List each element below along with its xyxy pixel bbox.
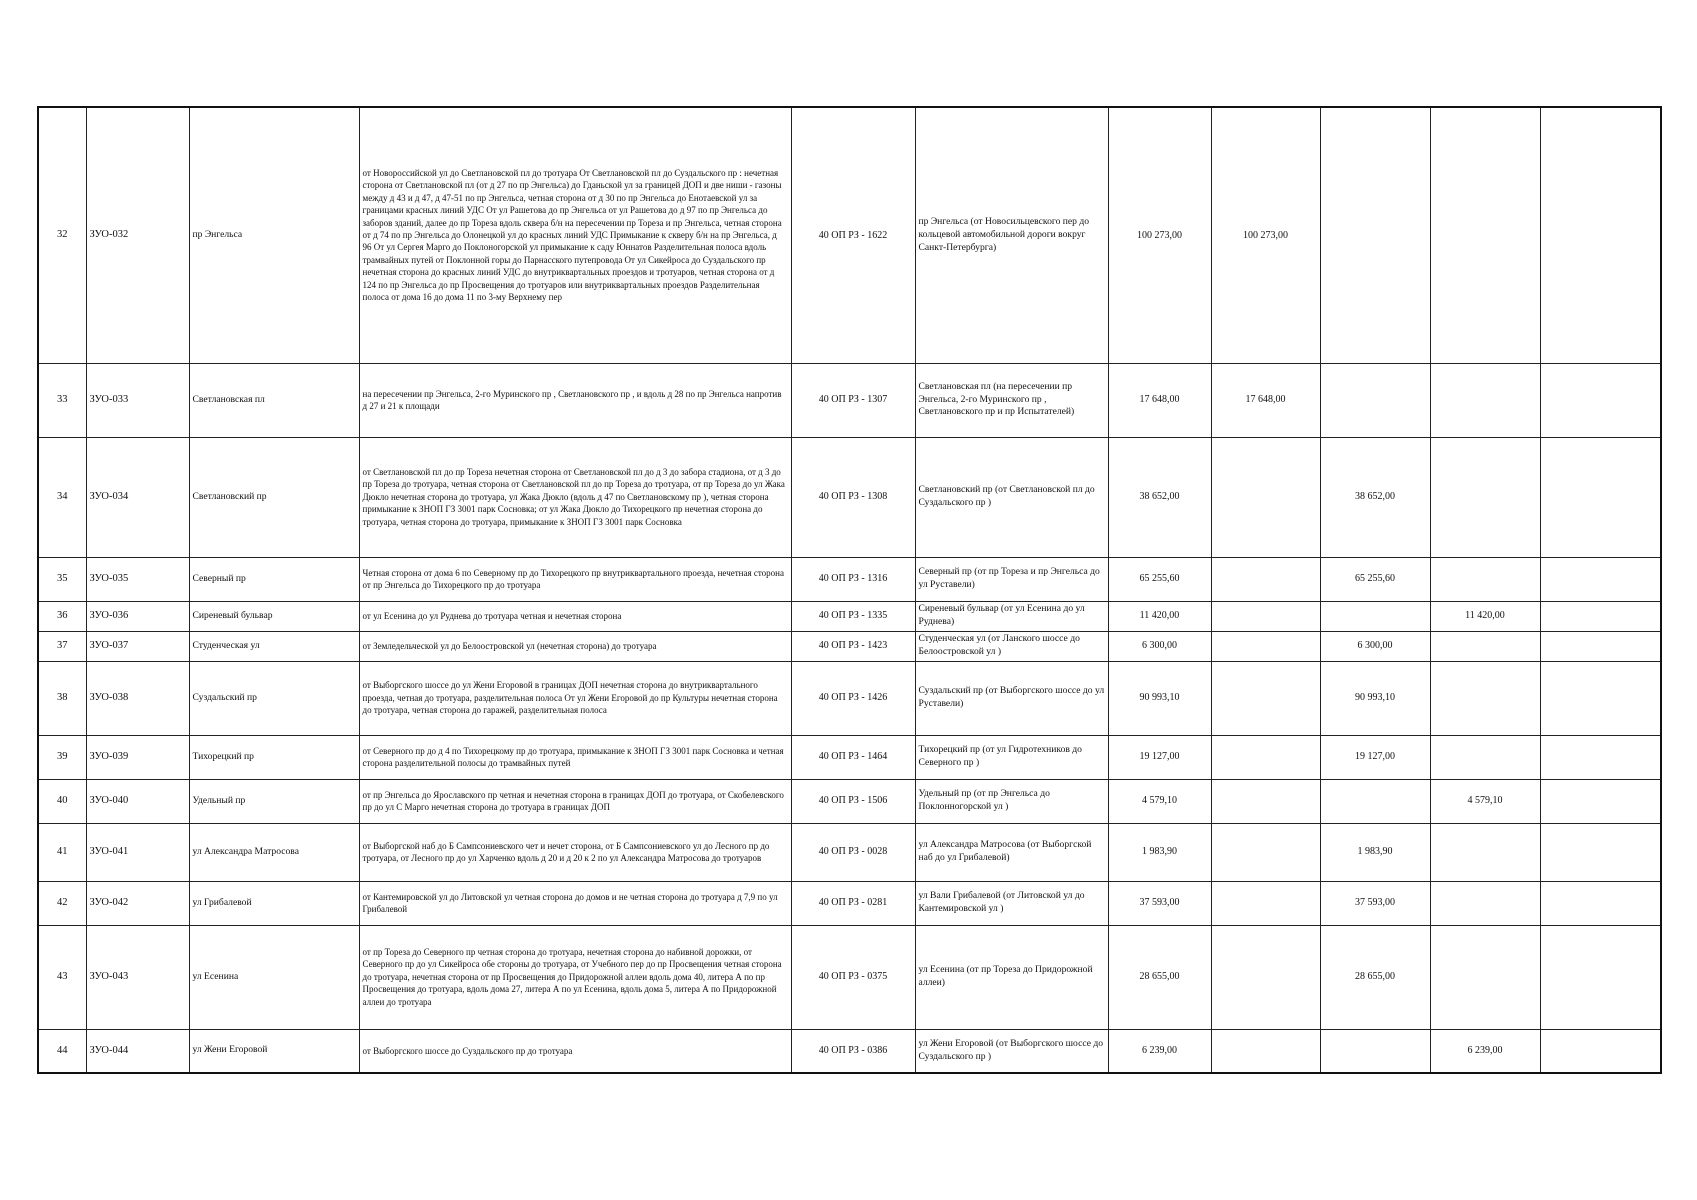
area-col-1-cell [1211, 881, 1320, 925]
row-number-cell: 41 [38, 823, 86, 881]
road-section-cell: Тихорецкий пр (от ул Гидротехников до Северного пр ) [915, 735, 1108, 779]
boundary-description-cell: от Новороссийской ул до Светлановской пл до тротуара От Светлановской пл до Суздальского пр : нечетная сторона от Светлановской пл (от д 27 по пр Энгельса) до Гданьской ул за границей ДОП и две ниши - газоны между д 43 и д 47, д 47-51 по пр Энгельса, четная сторона от д 30 по пр Энгельса до Енотаевской ул за границами красных линий УДС От ул Рашетова до пр Энгельса от ул Рашетова до д 97 по пр Энгельса до заборов зданий, далее до пр Тореза вдоль сквера б/н на пересечении пр Тореза и пр Энгельса, четная сторона от д 74 по пр Энгельса до Олонецкой ул до красных линий УДС Примыкание к скверу б/н на пр Энгельса, д 96 От ул Сергея Марго до Поклоногорской ул примыкание к саду Юннатов Разделительная полоса вдоль трамвайных путей от Поклонной горы до Парнасского путепровода От ул Сикейроса до Суздальского пр нечетная сторона до красных линий УДС до внутриквартальных проездов и тротуаров, четная сторона от д 124 по пр Энгельса до пр Просвещения до тротуаров или внутриквартальных проездов Разделительная полоса от дома 16 до дома 11 по 3-му Верхнему пер [359, 107, 791, 363]
zone-code-cell: ЗУО-036 [86, 601, 189, 631]
street-name-cell: Суздальский пр [189, 661, 359, 735]
area-col-2-cell [1320, 107, 1430, 363]
area-col-1-cell [1211, 1029, 1320, 1073]
table-row [38, 107, 1661, 363]
area-col-2-cell [1320, 601, 1430, 631]
street-name-cell: ул Жени Егоровой [189, 1029, 359, 1073]
area-col-4-cell [1540, 735, 1661, 779]
boundary-description-cell: от пр Тореза до Северного пр четная сторона до тротуара, нечетная сторона до набивной дорожки, от Северного пр до ул Сикейроса обе стороны до тротуара, от Учебного пер до пр Просвещения четная сторона до тротуара, нечетная сторона от пр Просвещения до Придорожной аллеи вдоль дома 40, литера А по пр Просвещения до тротуара, вдоль дома 27, литера А по ул Есенина, вдоль дома 5, литера А по Придорожной аллеи до тротуара [359, 925, 791, 1029]
area-col-1-cell [1211, 925, 1320, 1029]
boundary-description-cell: от ул Есенина до ул Руднева до тротуара четная и нечетная сторона [359, 601, 791, 631]
road-id-cell: 40 ОП РЗ - 0375 [791, 925, 915, 1029]
road-section-cell: Суздальский пр (от Выборгского шоссе до ул Руставели) [915, 661, 1108, 735]
street-name-cell: Светлановский пр [189, 437, 359, 557]
table-body [38, 107, 1661, 1073]
street-name-cell: Удельный пр [189, 779, 359, 823]
area-col-2-cell: 38 652,00 [1320, 437, 1430, 557]
row-number-cell: 33 [38, 363, 86, 437]
area-col-2-cell [1320, 779, 1430, 823]
area-col-3-cell: 4 579,10 [1430, 779, 1540, 823]
area-col-4-cell [1540, 925, 1661, 1029]
road-section-cell: пр Энгельса (от Новосильцевского пер до кольцевой автомобильной дороги вокруг Санкт-Петербурга) [915, 107, 1108, 363]
road-section-cell: ул Есенина (от пр Тореза до Придорожной аллеи) [915, 925, 1108, 1029]
area-col-1-cell [1211, 601, 1320, 631]
area-col-1-cell [1211, 661, 1320, 735]
area-col-3-cell [1430, 437, 1540, 557]
total-area-cell: 28 655,00 [1108, 925, 1211, 1029]
area-col-2-cell: 90 993,10 [1320, 661, 1430, 735]
boundary-description-cell: от Выборгского шоссе до Суздальского пр до тротуара [359, 1029, 791, 1073]
boundary-description-cell: от Выборгского шоссе до ул Жени Егоровой в границах ДОП нечетная сторона до внутриквартального проезда, четная до тротуара, разделительная полоса От ул Жени Егоровой до пр Культуры нечетная сторона до тротуара, четная сторона до гаражей, разделительная полоса [359, 661, 791, 735]
total-area-cell: 6 300,00 [1108, 631, 1211, 661]
table-row [38, 823, 1661, 881]
road-id-cell: 40 ОП РЗ - 1464 [791, 735, 915, 779]
zone-code-cell: ЗУО-039 [86, 735, 189, 779]
area-col-3-cell [1430, 107, 1540, 363]
area-col-2-cell: 6 300,00 [1320, 631, 1430, 661]
area-col-2-cell: 37 593,00 [1320, 881, 1430, 925]
document-page [37, 106, 1660, 1074]
road-section-cell: ул Вали Грибалевой (от Литовской ул до Кантемировской ул ) [915, 881, 1108, 925]
table-row [38, 881, 1661, 925]
boundary-description-cell: от Земледельческой ул до Белоостровской ул (нечетная сторона) до тротуара [359, 631, 791, 661]
zone-code-cell: ЗУО-037 [86, 631, 189, 661]
table-row [38, 925, 1661, 1029]
road-id-cell: 40 ОП РЗ - 1307 [791, 363, 915, 437]
table-row [38, 601, 1661, 631]
zone-code-cell: ЗУО-038 [86, 661, 189, 735]
area-col-2-cell: 1 983,90 [1320, 823, 1430, 881]
area-col-4-cell [1540, 823, 1661, 881]
area-col-4-cell [1540, 631, 1661, 661]
total-area-cell: 6 239,00 [1108, 1029, 1211, 1073]
area-col-4-cell [1540, 601, 1661, 631]
area-col-3-cell: 6 239,00 [1430, 1029, 1540, 1073]
zone-code-cell: ЗУО-041 [86, 823, 189, 881]
road-section-cell: Студенческая ул (от Ланского шоссе до Белоостровской ул ) [915, 631, 1108, 661]
road-id-cell: 40 ОП РЗ - 1423 [791, 631, 915, 661]
area-col-4-cell [1540, 363, 1661, 437]
boundary-description-cell: от Северного пр до д 4 по Тихорецкому пр до тротуара, примыкание к ЗНОП ГЗ 3001 парк Сосновка и четная сторона разделительной полосы до трамвайных путей [359, 735, 791, 779]
table-row [38, 557, 1661, 601]
area-col-1-cell [1211, 437, 1320, 557]
street-name-cell: Светлановская пл [189, 363, 359, 437]
area-col-3-cell [1430, 631, 1540, 661]
row-number-cell: 43 [38, 925, 86, 1029]
table-row [38, 1029, 1661, 1073]
row-number-cell: 39 [38, 735, 86, 779]
total-area-cell: 90 993,10 [1108, 661, 1211, 735]
zone-code-cell: ЗУО-034 [86, 437, 189, 557]
table-row [38, 363, 1661, 437]
street-name-cell: Студенческая ул [189, 631, 359, 661]
row-number-cell: 34 [38, 437, 86, 557]
area-col-3-cell: 11 420,00 [1430, 601, 1540, 631]
table-row [38, 437, 1661, 557]
total-area-cell: 38 652,00 [1108, 437, 1211, 557]
road-id-cell: 40 ОП РЗ - 1335 [791, 601, 915, 631]
area-col-1-cell [1211, 631, 1320, 661]
row-number-cell: 32 [38, 107, 86, 363]
area-col-2-cell: 19 127,00 [1320, 735, 1430, 779]
table-row [38, 735, 1661, 779]
area-col-1-cell [1211, 557, 1320, 601]
area-col-3-cell [1430, 881, 1540, 925]
zone-code-cell: ЗУО-033 [86, 363, 189, 437]
area-col-1-cell [1211, 779, 1320, 823]
area-col-3-cell [1430, 735, 1540, 779]
zone-code-cell: ЗУО-042 [86, 881, 189, 925]
total-area-cell: 100 273,00 [1108, 107, 1211, 363]
road-id-cell: 40 ОП РЗ - 1622 [791, 107, 915, 363]
street-name-cell: ул Александра Матросова [189, 823, 359, 881]
area-col-3-cell [1430, 557, 1540, 601]
area-col-4-cell [1540, 779, 1661, 823]
area-col-2-cell: 65 255,60 [1320, 557, 1430, 601]
area-col-4-cell [1540, 557, 1661, 601]
total-area-cell: 4 579,10 [1108, 779, 1211, 823]
area-col-3-cell [1430, 661, 1540, 735]
row-number-cell: 37 [38, 631, 86, 661]
road-id-cell: 40 ОП РЗ - 0386 [791, 1029, 915, 1073]
area-col-2-cell: 28 655,00 [1320, 925, 1430, 1029]
total-area-cell: 37 593,00 [1108, 881, 1211, 925]
zone-code-cell: ЗУО-035 [86, 557, 189, 601]
road-id-cell: 40 ОП РЗ - 1316 [791, 557, 915, 601]
road-section-cell: Удельный пр (от пр Энгельса до Поклонногорской ул ) [915, 779, 1108, 823]
total-area-cell: 19 127,00 [1108, 735, 1211, 779]
area-col-1-cell [1211, 823, 1320, 881]
road-id-cell: 40 ОП РЗ - 0281 [791, 881, 915, 925]
row-number-cell: 38 [38, 661, 86, 735]
area-col-3-cell [1430, 363, 1540, 437]
area-col-2-cell [1320, 1029, 1430, 1073]
row-number-cell: 40 [38, 779, 86, 823]
boundary-description-cell: Четная сторона от дома 6 по Северному пр до Тихорецкого пр внутриквартального проезда, нечетная сторона от пр Энгельса до Тихорецкого пр до тротуара [359, 557, 791, 601]
area-col-3-cell [1430, 823, 1540, 881]
road-section-cell: Северный пр (от пр Тореза и пр Энгельса до ул Руставели) [915, 557, 1108, 601]
road-section-cell: ул Александра Матросова (от Выборгской наб до ул Грибалевой) [915, 823, 1108, 881]
row-number-cell: 44 [38, 1029, 86, 1073]
zone-code-cell: ЗУО-032 [86, 107, 189, 363]
total-area-cell: 17 648,00 [1108, 363, 1211, 437]
boundary-description-cell: от Кантемировской ул до Литовской ул четная сторона до домов и не четная сторона до тротуара д 7,9 по ул Грибалевой [359, 881, 791, 925]
total-area-cell: 65 255,60 [1108, 557, 1211, 601]
area-col-4-cell [1540, 107, 1661, 363]
area-col-2-cell [1320, 363, 1430, 437]
street-name-cell: пр Энгельса [189, 107, 359, 363]
road-section-cell: Светлановская пл (на пересечении пр Энгельса, 2-го Муринского пр , Светлановского пр и пр Испытателей) [915, 363, 1108, 437]
area-col-3-cell [1430, 925, 1540, 1029]
area-col-1-cell: 100 273,00 [1211, 107, 1320, 363]
street-name-cell: ул Есенина [189, 925, 359, 1029]
road-section-cell: Сиреневый бульвар (от ул Есенина до ул Руднева) [915, 601, 1108, 631]
road-section-cell: ул Жени Егоровой (от Выборгского шоссе до Суздальского пр ) [915, 1029, 1108, 1073]
zone-code-cell: ЗУО-040 [86, 779, 189, 823]
zone-code-cell: ЗУО-043 [86, 925, 189, 1029]
street-name-cell: Северный пр [189, 557, 359, 601]
boundary-description-cell: от Выборгской наб до Б Сампсониевского чет и нечет сторона, от Б Сампсониевского ул до Лесного пр до тротуара, от Лесного пр до ул Харченко вдоль д 20 и д 20 к 2 по ул Александра Матросова до тротуаров [359, 823, 791, 881]
row-number-cell: 42 [38, 881, 86, 925]
boundary-description-cell: от Светлановской пл до пр Тореза нечетная сторона от Светлановской пл до д 3 до забора стадиона, от д 3 до пр Тореза до тротуара, четная сторона от Светлановской пл до пр Тореза до тротуара, от пр Тореза до ул Жака Дюкло нечетная сторона до тротуара, ул Жака Дюкло (вдоль д 47 по Светлановскому пр ), четная сторона примыкание к ЗНОП ГЗ 3001 парк Сосновка; от ул Жака Дюкло до Тихорецкого пр нечетная сторона до тротуара, четная сторона до тротуара, примыкание к ЗНОП ГЗ 3001 парк Сосновка [359, 437, 791, 557]
table-row [38, 631, 1661, 661]
street-name-cell: Сиреневый бульвар [189, 601, 359, 631]
table-row [38, 779, 1661, 823]
total-area-cell: 11 420,00 [1108, 601, 1211, 631]
road-id-cell: 40 ОП РЗ - 1426 [791, 661, 915, 735]
table-row [38, 661, 1661, 735]
road-id-cell: 40 ОП РЗ - 0028 [791, 823, 915, 881]
area-col-1-cell: 17 648,00 [1211, 363, 1320, 437]
road-id-cell: 40 ОП РЗ - 1308 [791, 437, 915, 557]
row-number-cell: 35 [38, 557, 86, 601]
area-col-4-cell [1540, 1029, 1661, 1073]
total-area-cell: 1 983,90 [1108, 823, 1211, 881]
boundary-description-cell: на пересечении пр Энгельса, 2-го Муринского пр , Светлановского пр , и вдоль д 28 по пр Энгельса напротив д 27 и 21 к площади [359, 363, 791, 437]
row-number-cell: 36 [38, 601, 86, 631]
green-zones-table [37, 106, 1662, 1074]
area-col-4-cell [1540, 437, 1661, 557]
zone-code-cell: ЗУО-044 [86, 1029, 189, 1073]
road-section-cell: Светлановский пр (от Светлановской пл до Суздальского пр ) [915, 437, 1108, 557]
area-col-1-cell [1211, 735, 1320, 779]
road-id-cell: 40 ОП РЗ - 1506 [791, 779, 915, 823]
boundary-description-cell: от пр Энгельса до Ярославского пр четная и нечетная сторона в границах ДОП до тротуара, от Скобелевского пр до ул С Марго нечетная сторона до тротуара в границах ДОП [359, 779, 791, 823]
area-col-4-cell [1540, 881, 1661, 925]
area-col-4-cell [1540, 661, 1661, 735]
street-name-cell: Тихорецкий пр [189, 735, 359, 779]
street-name-cell: ул Грибалевой [189, 881, 359, 925]
